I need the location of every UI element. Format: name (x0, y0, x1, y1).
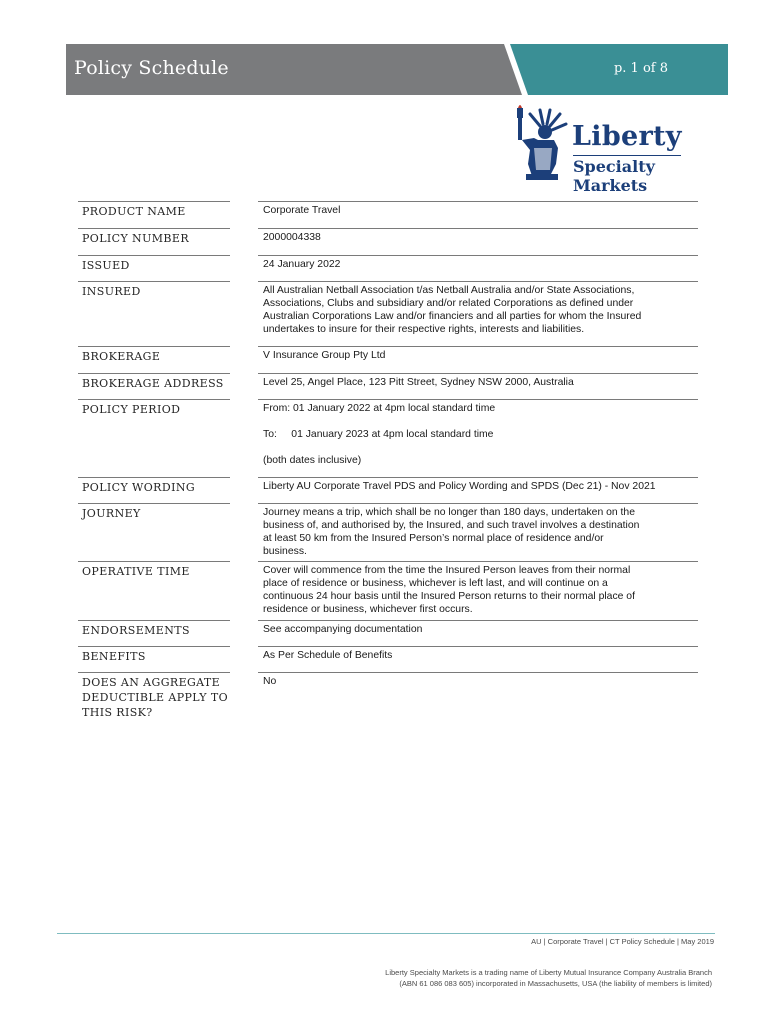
field-value-line: To: 01 January 2023 at 4pm local standard time (263, 429, 494, 440)
field-value (263, 564, 708, 616)
row-divider (78, 503, 230, 504)
row-divider (78, 561, 230, 562)
row-divider (258, 373, 698, 374)
field-label: BROKERAGE (82, 350, 161, 363)
row-divider (78, 201, 230, 202)
field-value-line: (both dates inclusive) (263, 455, 362, 466)
row-divider (258, 346, 698, 347)
field-label: ISSUED (82, 259, 130, 272)
field-label: BENEFITS (82, 650, 146, 663)
field-value (263, 204, 708, 217)
row-divider (258, 561, 698, 562)
footer-divider (57, 933, 715, 934)
liberty-logo (510, 104, 730, 195)
row-divider (78, 373, 230, 374)
field-value-line: undertakes to insure for their respective rights, interests and liabilities. (263, 324, 585, 335)
footer-document-reference: AU | Corporate Travel | CT Policy Schedule | May 2019 (531, 937, 714, 946)
row-divider (258, 672, 698, 673)
field-value-line: Journey means a trip, which shall be no longer than 180 days, undertaken on the (263, 507, 635, 518)
field-value-line: continuous 24 hour basis until the Insured Person returns to their normal place of (263, 591, 635, 602)
field-value-line: Associations, Clubs and subsidiary and/or related Corporations as defined under (263, 298, 634, 309)
footer-legal-line: Liberty Specialty Markets is a trading name of Liberty Mutual Insurance Company Australia Branch (385, 968, 712, 977)
field-label: ENDORSEMENTS (82, 624, 190, 637)
field-value (263, 231, 708, 244)
field-value-line: Level 25, Angel Place, 123 Pitt Street, Sydney NSW 2000, Australia (263, 377, 574, 388)
field-value-line: All Australian Netball Association t/as Netball Australia and/or State Associations, (263, 285, 635, 296)
field-value-line: business. (263, 546, 307, 557)
row-divider (258, 620, 698, 621)
row-divider (258, 201, 698, 202)
row-divider (78, 346, 230, 347)
field-value-line: From: 01 January 2022 at 4pm local standard time (263, 403, 496, 414)
footer-legal-notice (385, 968, 712, 989)
field-value (263, 376, 708, 389)
logo-wordmark: Liberty (572, 121, 682, 152)
field-value-line: 2000004338 (263, 232, 321, 243)
row-divider (258, 228, 698, 229)
field-value (263, 480, 708, 493)
page-number: p. 1 of 8 (613, 61, 668, 76)
footer-legal-line: (ABN 61 086 083 605) incorporated in Massachusetts, USA (the liability of members is limited) (399, 978, 712, 988)
field-label: PRODUCT NAME (82, 205, 186, 218)
logo-subtitle: Specialty Markets (573, 157, 655, 195)
field-label: POLICY WORDING (82, 481, 196, 494)
row-divider (258, 399, 698, 400)
field-value (263, 649, 708, 662)
logo-divider (573, 155, 681, 156)
field-label: BROKERAGE ADDRESS (82, 377, 224, 390)
field-label: POLICY PERIOD (82, 403, 181, 416)
field-value (263, 284, 708, 336)
row-divider (78, 477, 230, 478)
field-value-line: Corporate Travel (263, 205, 341, 216)
row-divider (78, 281, 230, 282)
field-value-line: place of residence or business, whichever is left last, and will continue on a (263, 578, 608, 589)
field-value-line: Australian Corporations Law and/or financiers and all parties for whom the Insured (263, 311, 642, 322)
row-divider (78, 228, 230, 229)
page-header (66, 44, 728, 95)
field-value-line: As Per Schedule of Benefits (263, 650, 393, 661)
row-divider (258, 503, 698, 504)
field-value-line: No (263, 676, 277, 687)
field-value-line: Liberty AU Corporate Travel PDS and Policy Wording and SPDS (Dec 21) - Nov 2021 (263, 481, 656, 492)
field-label: JOURNEY (82, 507, 141, 520)
field-value (263, 675, 708, 688)
row-divider (258, 255, 698, 256)
page-title: Policy Schedule (74, 57, 229, 79)
field-label: OPERATIVE TIME (82, 565, 190, 578)
field-value-line: V Insurance Group Pty Ltd (263, 350, 386, 361)
field-value-line: Cover will commence from the time the Insured Person leaves from their normal (263, 565, 631, 576)
statue-of-liberty-icon (510, 104, 572, 182)
field-value (263, 349, 708, 362)
field-value-line: See accompanying documentation (263, 624, 423, 635)
field-value (263, 623, 708, 636)
row-divider (78, 255, 230, 256)
row-divider (258, 281, 698, 282)
field-value (263, 258, 708, 271)
row-divider (78, 620, 230, 621)
field-label: INSURED (82, 285, 141, 298)
row-divider (78, 399, 230, 400)
field-value-line: residence or business, whichever first occurs. (263, 604, 473, 615)
row-divider (78, 672, 230, 673)
field-value-line: 24 January 2022 (263, 259, 341, 270)
field-label: DOES AN AGGREGATE DEDUCTIBLE APPLY TO THIS RISK? (82, 676, 229, 719)
field-label: POLICY NUMBER (82, 232, 189, 245)
field-value (263, 506, 708, 558)
row-divider (258, 477, 698, 478)
row-divider (78, 646, 230, 647)
row-divider (258, 646, 698, 647)
field-value-line: at least 50 km from the Insured Person’s normal place of residence and/or (263, 533, 604, 544)
field-value (263, 402, 708, 467)
field-value-line: business of, and authorised by, the Insured, and such travel involves a destination (263, 520, 640, 531)
